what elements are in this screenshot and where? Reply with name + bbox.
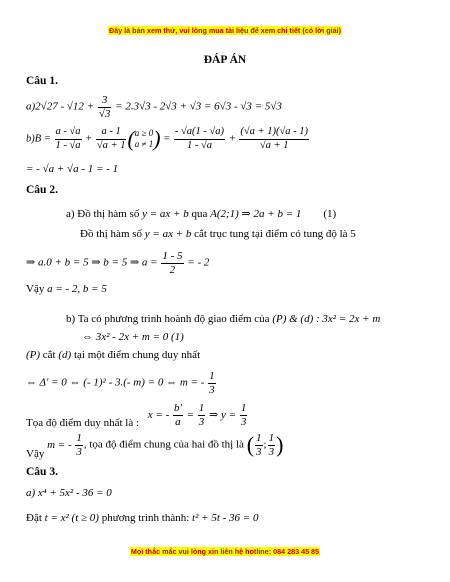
cau2-a-l2-pre: Đồ thị hàm số: [80, 228, 145, 240]
cau1-b-frac1-num: a - √a: [55, 126, 82, 139]
cau2-b-l3-p: (P): [26, 349, 41, 361]
cau2-b-l6-pden1: 3: [256, 445, 262, 458]
page-title: ĐÁP ÁN: [203, 54, 247, 66]
cau2-a-l4-pre: Vậy: [26, 283, 48, 295]
cau1-b-conditions: [135, 128, 153, 150]
cau2-b-l6-p2: [268, 432, 276, 458]
cau2-b-l5-yfrac: [240, 402, 248, 428]
cau2-a-line4: [26, 283, 107, 295]
cau2-b-l1-pre: b) Ta có phương trình hoành độ giao điểm của: [66, 313, 273, 325]
cau2-b-l4-frac: [208, 370, 216, 396]
cau1-b-rparen: ): [153, 126, 161, 151]
cau2-a-l1-mid: qua: [188, 208, 211, 220]
cau1-b-line: [26, 126, 310, 152]
cau1-b-line2: = - √a + √a - 1 = - 1: [26, 163, 119, 175]
cau2-a-l3-pre: ⇒ a.0 + b = 5 ⇒ b = 5 ⇒ a =: [26, 256, 161, 269]
cau1-b-frac3-num: - √a(1 - √a): [174, 126, 225, 139]
cau2-b-l3-d: (d): [58, 349, 72, 361]
cau2-b-l5-ynum: 1: [240, 402, 247, 414]
cau2-b-l5-yden: 3: [240, 415, 247, 428]
cau2-b-line3: [26, 349, 200, 361]
cau1-a-text2: = 2.3√3 - 2√3 + √3 = 6√3 - √3 = 5√3: [112, 100, 282, 113]
cau2-b-l3-mid: cắt: [40, 349, 59, 361]
cau2-b-line6: [26, 432, 283, 458]
cau2-b-line2: ⇔ 3x² - 2x + m = 0 (1): [82, 331, 184, 343]
cau3-a-l2-t: t = x² (t ≥ 0): [44, 512, 99, 524]
cau1-b-frac3-den: 1 - √a: [186, 139, 212, 151]
cau2-a-l3-num: 1 - 5: [162, 250, 183, 262]
cau3-a-line2: [26, 512, 258, 524]
cau1-b-frac2-den: √a + 1: [96, 139, 126, 151]
cau1-b-frac4: [239, 126, 309, 151]
cau2-a-l4-val: a = - 2, b = 5: [47, 283, 107, 295]
cau2-b-l6-m: [47, 432, 84, 458]
cau2-a-line2: [80, 228, 356, 240]
cau3-a-l2-mid: phương trình thành:: [98, 512, 193, 524]
cau1-heading: Câu 1.: [26, 75, 58, 87]
cau2-b-l6-pre: Vậy: [26, 447, 48, 460]
cau1-a-text1: 2√27 - √12 +: [35, 100, 97, 113]
cau1-a-frac-num: 3: [98, 94, 112, 108]
cau2-b-l4-num: 1: [209, 370, 215, 382]
cau1-b-lparen: (: [127, 126, 135, 151]
cau2-b-l3-post: tại một điểm chung duy nhất: [71, 349, 201, 361]
cau2-b-l6-m-label: m = -: [47, 438, 75, 451]
cau1-a-fraction: [98, 94, 112, 120]
cau2-b-l6-pnum1: 1: [256, 432, 262, 444]
cau2-b-l6-pnum2: 1: [268, 432, 275, 444]
cau3-a-line1: a) x⁴ + 5x² - 36 = 0: [26, 487, 112, 499]
cau2-b-l6-rparen: ): [276, 432, 284, 458]
cau2-b-l5-eq: [147, 402, 249, 428]
cau2-a-l3-frac: [161, 250, 183, 276]
cau2-b-l5-y: ⇒ y =: [206, 408, 239, 421]
cau1-a-frac-den: √3: [98, 107, 111, 120]
cau2-a-line1: [66, 207, 336, 220]
cau1-b-plus: +: [82, 133, 95, 145]
cau2-b-l4-den: 3: [209, 383, 215, 396]
cau2-b-l5-x2den: 3: [198, 415, 205, 428]
cau1-b-cond2: a ≠ 1: [134, 139, 154, 149]
cau2-b-line4: [26, 370, 217, 396]
cau2-b-l6-sep: ;: [263, 438, 267, 451]
cau2-a-l3-den: 2: [169, 263, 176, 276]
cau2-b-l5-xden: a: [175, 415, 181, 428]
cau2-b-l5-xfrac: [173, 402, 183, 428]
cau3-a-l2-eq: t² + 5t - 36 = 0: [192, 512, 259, 524]
cau2-b-line5: [26, 402, 248, 428]
cau1-b-frac1-den: 1 - √a: [55, 139, 81, 151]
header-notice: Đây là bản xem thử, vui lòng mua tài liệu để xem chi tiết (có lời giải): [109, 26, 341, 35]
cau2-b-l5-mid: =: [183, 408, 197, 421]
footer-notice: Mọi thắc mắc vui lòng xin liên hệ hotline: 084 283 45 85: [130, 547, 320, 556]
cau1-b-frac1: [55, 126, 82, 151]
cau3-heading: Câu 3.: [26, 466, 58, 478]
cau2-a-l1-num: (1): [323, 208, 337, 220]
cau2-b-l5-xnum: b': [174, 402, 182, 414]
cau2-b-l6-lparen: (: [246, 432, 255, 458]
cau1-b-plus2: +: [226, 133, 239, 145]
cau2-b-l5-x2frac: [198, 402, 206, 428]
cau1-b-frac3: [174, 126, 225, 151]
cau2-a-line3: [26, 250, 209, 276]
cau2-a-l1-pre: a) Đồ thị hàm số: [66, 208, 143, 220]
cau2-b-l6-mnum: 1: [76, 432, 82, 444]
cau1-b-cond1: a ≥ 0: [134, 128, 154, 139]
cau2-b-l6-mden: 3: [76, 445, 82, 458]
cau1-a-line: [26, 94, 282, 120]
cau2-a-l1-eq: y = ax + b: [142, 208, 189, 220]
cau2-a-l2-post: cắt trục tung tại điểm có tung độ là 5: [191, 228, 356, 240]
cau2-b-l6-mfrac: [75, 432, 83, 458]
cau1-b-frac2: [96, 126, 127, 151]
cau1-b-frac2-num: a - 1: [96, 126, 127, 139]
cau1-a-label: a): [26, 100, 36, 113]
cau1-b-label: b): [26, 133, 35, 145]
cau2-a-l3-post: = - 2: [184, 256, 210, 269]
cau1-b-eq: =: [160, 133, 173, 145]
cau2-b-line1: [66, 313, 380, 325]
cau2-b-l4-pre: ⇔ Δ' = 0 ⇔ (- 1)² - 3.(- m) = 0 ⇔ m = -: [26, 376, 208, 389]
cau2-b-l6-pden2: 3: [268, 445, 275, 458]
cau2-a-l2-eq: y = ax + b: [144, 228, 192, 240]
cau2-b-l6-p1: [255, 432, 263, 458]
cau1-b-B: B =: [34, 133, 54, 145]
cau2-b-l6-mid: , tọa độ điểm chung của hai đồ thị là: [83, 438, 247, 451]
cau2-b-l5-pre: Tọa độ điểm duy nhất là :: [26, 416, 140, 429]
cau2-b-l1-eq: (P) & (d) : 3x² = 2x + m: [272, 313, 381, 325]
cau2-a-l1-pt: A(2;1) ⇒ 2a + b = 1: [210, 208, 302, 220]
cau2-b-l5-x2num: 1: [198, 402, 205, 414]
cau1-b-frac4-den: √a + 1: [259, 139, 289, 151]
cau2-heading: Câu 2.: [26, 184, 58, 196]
cau1-b-frac4-num: (√a + 1)(√a - 1): [239, 126, 309, 139]
cau2-b-l5-x: x = -: [147, 408, 172, 421]
cau3-a-l2-pre: Đặt: [26, 512, 45, 524]
